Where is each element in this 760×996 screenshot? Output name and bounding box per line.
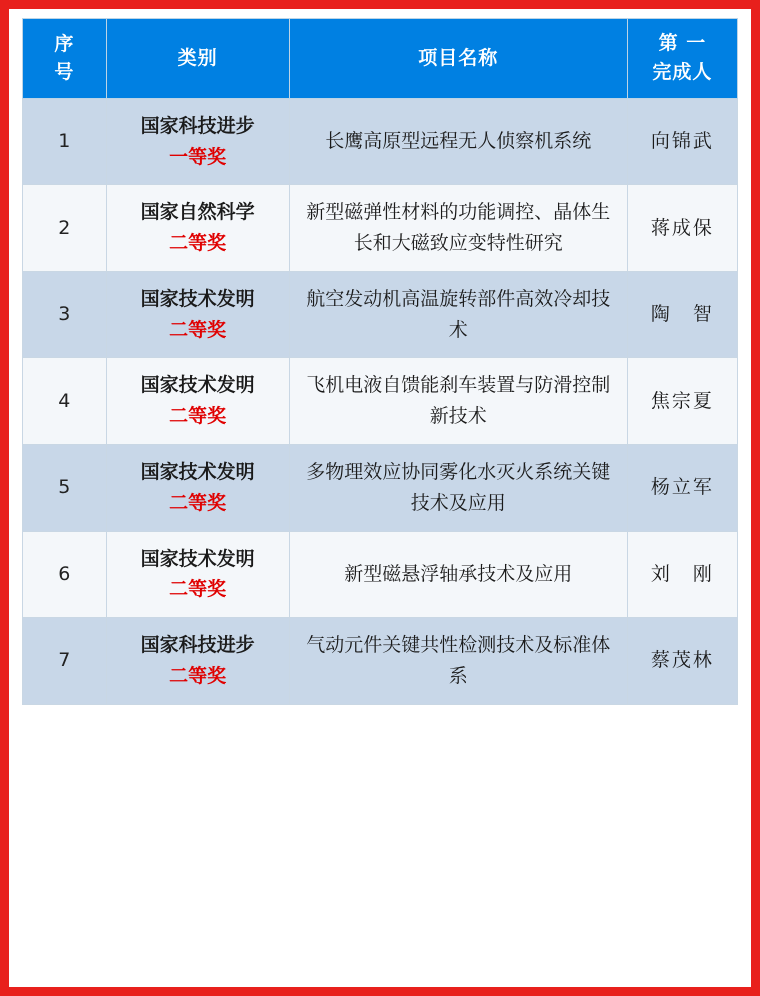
column-header-index bbox=[23, 19, 107, 99]
column-header-person-line2: 完成人 bbox=[652, 61, 713, 84]
column-header-project: 项目名称 bbox=[289, 19, 627, 99]
row-person: 焦宗夏 bbox=[627, 358, 737, 445]
table-row bbox=[23, 185, 738, 272]
row-category bbox=[106, 445, 289, 532]
column-header-person-line1: 第 一 bbox=[658, 32, 707, 54]
row-category-name: 国家技术发明 bbox=[140, 461, 255, 483]
table-body bbox=[23, 98, 738, 704]
row-person: 蔡茂林 bbox=[627, 618, 737, 705]
row-category-level: 二等奖 bbox=[169, 491, 227, 514]
row-project: 新型磁悬浮轴承技术及应用 bbox=[289, 531, 627, 618]
row-index: 6 bbox=[23, 531, 107, 618]
document-body bbox=[9, 9, 751, 987]
row-category bbox=[106, 531, 289, 618]
row-project: 长鹰高原型远程无人侦察机系统 bbox=[289, 98, 627, 185]
row-project: 新型磁弹性材料的功能调控、晶体生长和大磁致应变特性研究 bbox=[289, 185, 627, 272]
row-category-name: 国家技术发明 bbox=[140, 287, 255, 310]
row-project: 多物理效应协同雾化水灭火系统关键技术及应用 bbox=[289, 445, 627, 532]
row-category bbox=[106, 271, 289, 358]
table-row bbox=[23, 531, 738, 618]
table-row bbox=[23, 618, 738, 705]
row-category-level: 一等奖 bbox=[169, 145, 227, 168]
column-header-index-line2: 号 bbox=[54, 61, 75, 84]
row-category-level: 二等奖 bbox=[169, 664, 227, 687]
row-category-name: 国家自然科学 bbox=[140, 201, 255, 224]
row-person: 向锦武 bbox=[627, 98, 737, 185]
column-header-category: 类别 bbox=[106, 19, 289, 99]
row-category-name: 国家科技进步 bbox=[140, 634, 255, 657]
row-index: 5 bbox=[23, 445, 107, 532]
column-header-index-line1: 序 bbox=[54, 32, 75, 55]
row-category-level: 二等奖 bbox=[169, 405, 227, 428]
row-person: 杨立军 bbox=[627, 445, 737, 532]
table-row bbox=[23, 358, 738, 445]
row-project: 飞机电液自馈能刹车装置与防滑控制新技术 bbox=[289, 358, 627, 445]
table-row bbox=[23, 445, 738, 532]
column-header-person bbox=[627, 19, 737, 99]
row-person: 蒋成保 bbox=[627, 185, 737, 272]
row-category bbox=[106, 358, 289, 445]
row-category bbox=[106, 185, 289, 272]
row-person: 刘 刚 bbox=[627, 531, 737, 618]
row-index: 7 bbox=[23, 618, 107, 705]
row-index: 4 bbox=[23, 358, 107, 445]
row-category bbox=[106, 618, 289, 705]
row-category-name: 国家科技进步 bbox=[140, 114, 255, 137]
table-row bbox=[23, 98, 738, 185]
row-project: 航空发动机高温旋转部件高效冷却技术 bbox=[289, 271, 627, 358]
row-index: 3 bbox=[23, 271, 107, 358]
row-category-level: 二等奖 bbox=[169, 318, 227, 341]
row-project: 气动元件关键共性检测技术及标准体系 bbox=[289, 618, 627, 705]
table-header bbox=[23, 19, 738, 99]
row-category-name: 国家技术发明 bbox=[140, 374, 255, 397]
table-row bbox=[23, 271, 738, 358]
row-category-name: 国家技术发明 bbox=[140, 547, 255, 570]
row-category-level: 二等奖 bbox=[169, 578, 227, 601]
row-index: 1 bbox=[23, 98, 107, 185]
row-index: 2 bbox=[23, 185, 107, 272]
row-category-level: 二等奖 bbox=[169, 232, 227, 255]
row-person: 陶 智 bbox=[627, 271, 737, 358]
award-table bbox=[22, 18, 738, 705]
row-category bbox=[106, 98, 289, 185]
table-header-row bbox=[23, 19, 738, 99]
